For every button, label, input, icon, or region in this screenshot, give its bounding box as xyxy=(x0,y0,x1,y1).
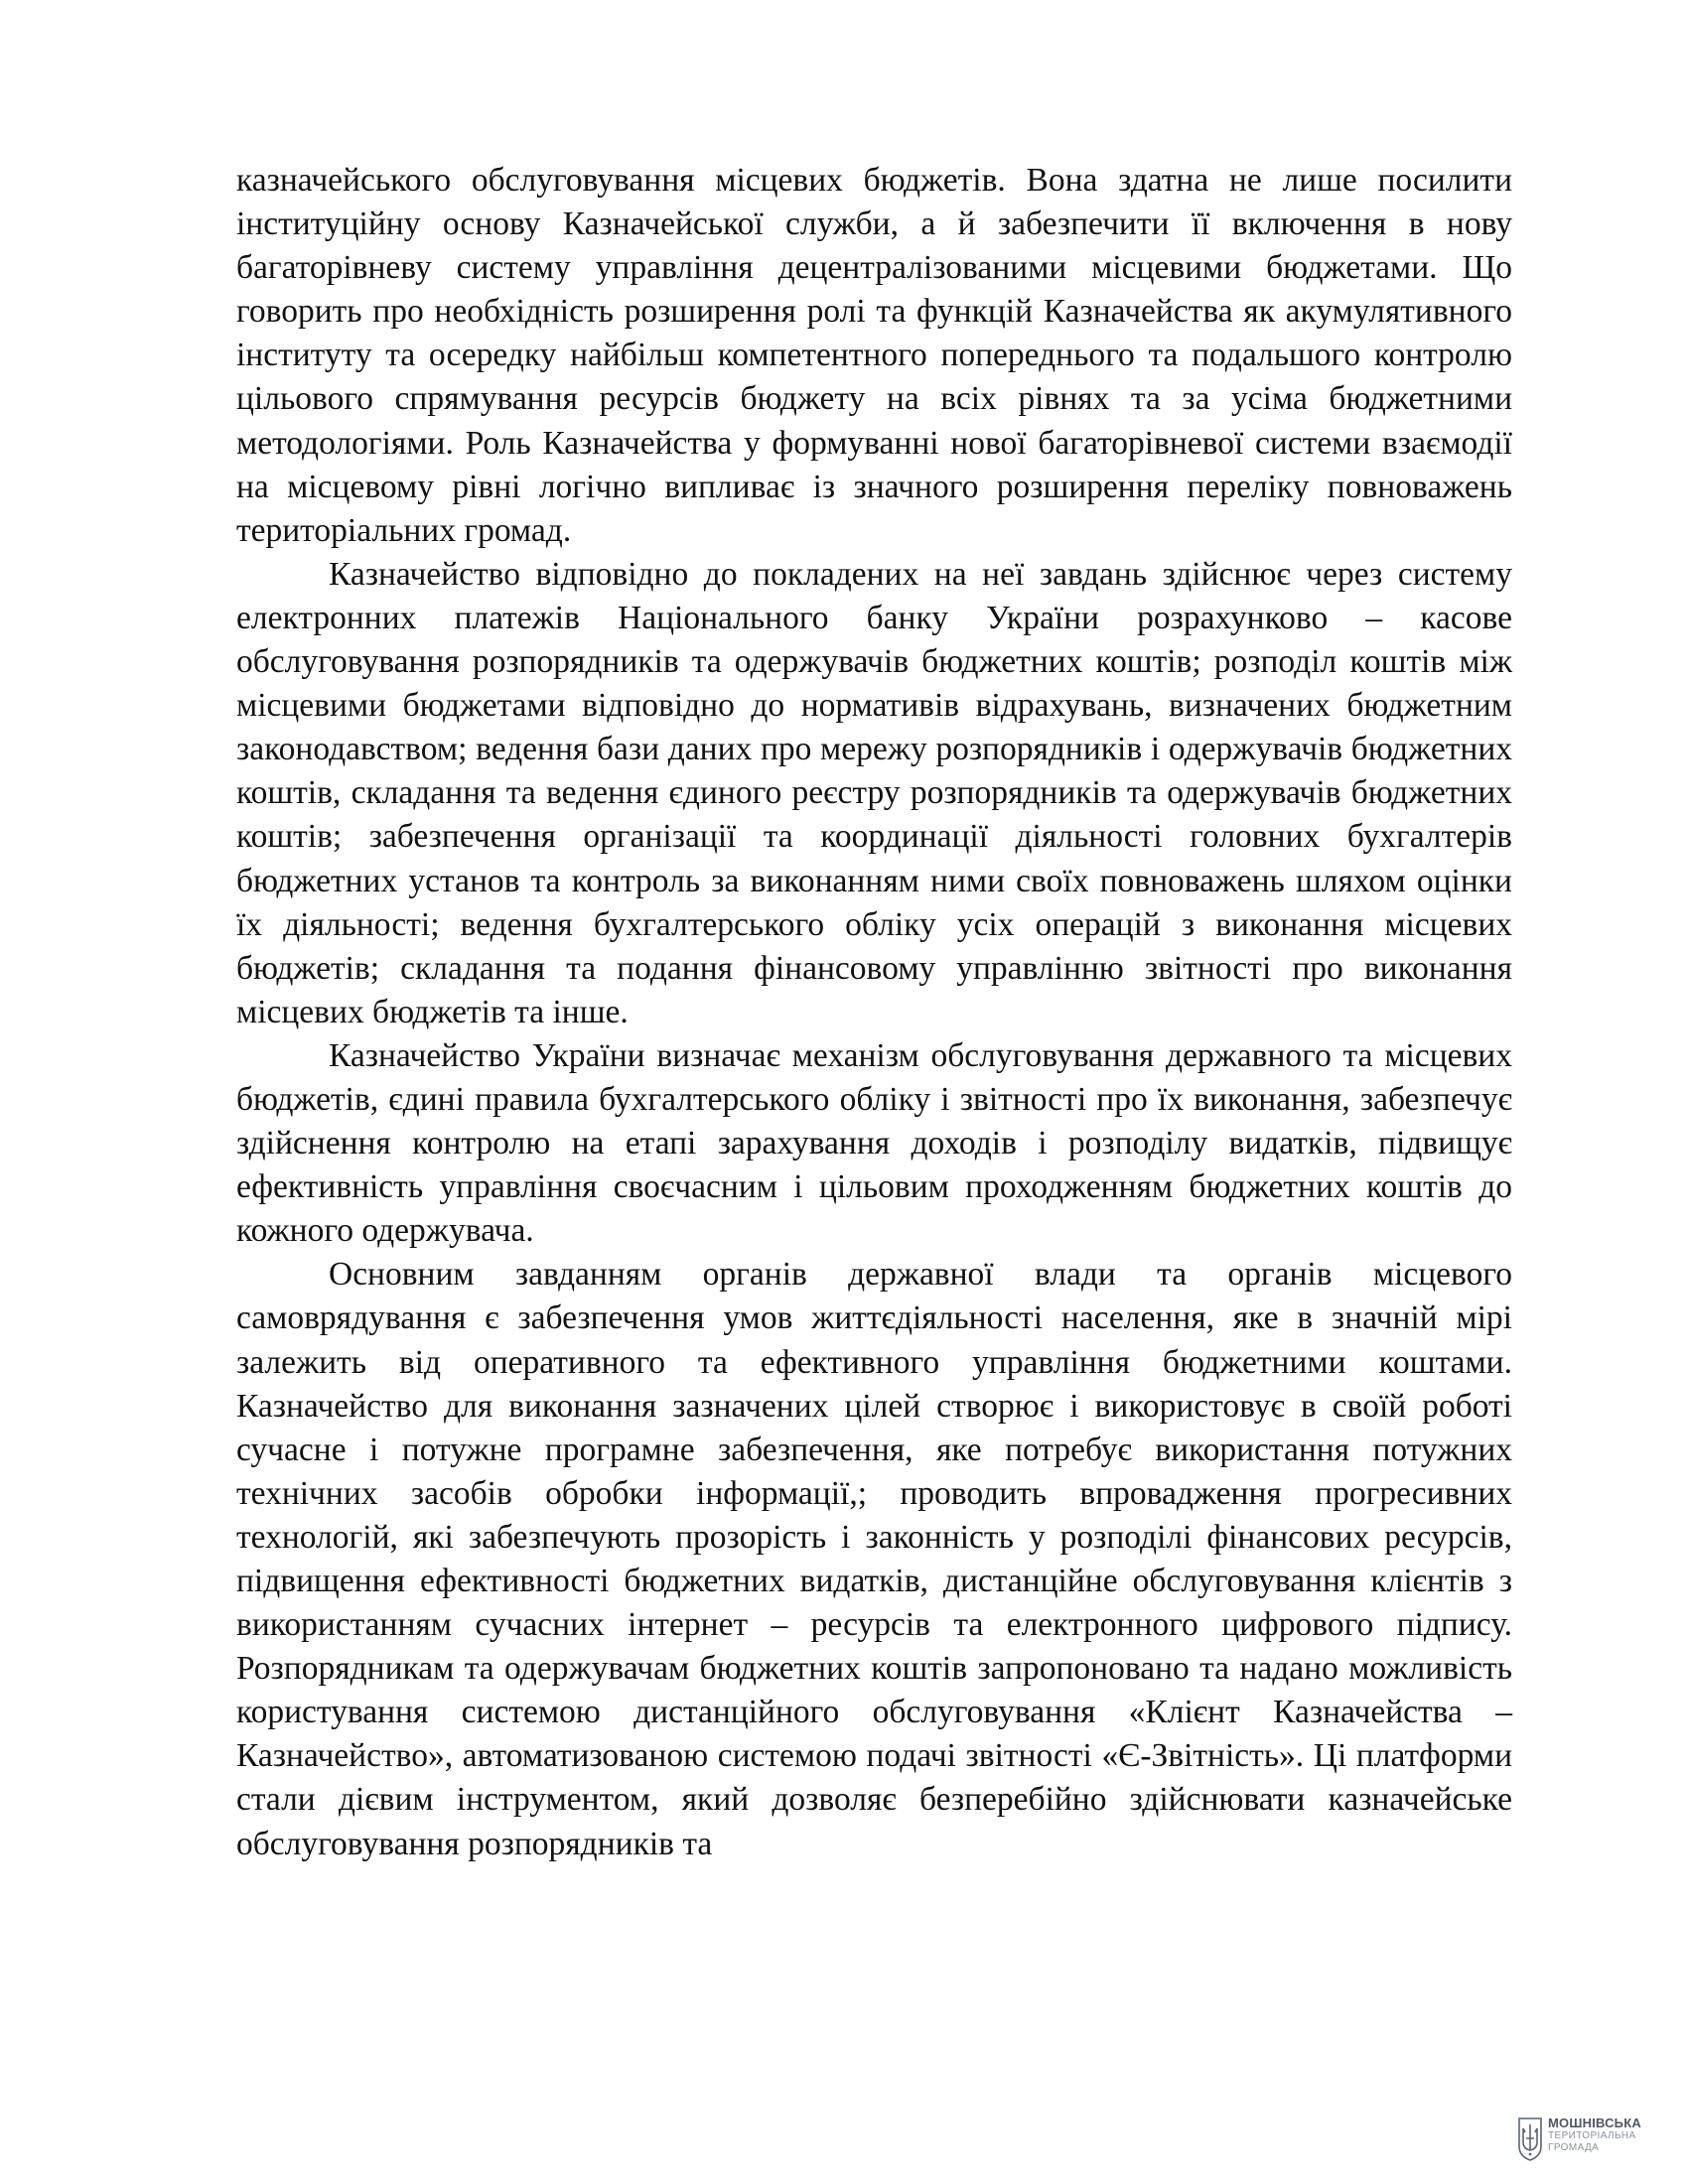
trident-emblem-icon xyxy=(1517,2116,1543,2162)
document-body xyxy=(236,159,1512,1866)
logo-subtitle-2: ГРОМАДА xyxy=(1548,2142,1600,2153)
logo-title: МОШНІВСЬКА xyxy=(1548,2116,1641,2130)
logo-text xyxy=(1548,2116,1641,2153)
paragraph-3: Казначейство України визначає механізм обслуговування державного та місцевих бюджетів, єдині правила бухгалтерського обліку і звітності про їх виконання, забезпечує здійснення контролю на етапі зарахування доходів і розподілу видатків, підвищує ефективність управління своєчасним і цільовим проходженням бюджетних коштів до кожного одержувача. xyxy=(236,1036,1512,1250)
logo-subtitle: ТЕРИТОРІАЛЬНА xyxy=(1548,2130,1636,2141)
paragraph-2: Казначейство відповідно до покладених на неї завдань здійснює через систему електронних платежів Національного банку України розрахунково – касове обслуговування розпорядників та одержувачів бюджетних коштів; розподіл коштів між місцевими бюджетами відповідно до нормативів відрахувань, визначених бюджетним законодавством; ведення бази даних про мережу розпорядників і одержувачів бюджетних коштів, складання та ведення єдиного реєстру розпорядників та одержувачів бюджетних коштів; забезпечення організації та координації діяльності головних бухгалтерів бюджетних установ та контроль за виконанням ними своїх повноважень шляхом оцінки їх діяльності; ведення бухгалтерського обліку усіх операцій з виконання місцевих бюджетів; складання та подання фінансовому управлінню звітності про виконання місцевих бюджетів та інше. xyxy=(236,555,1512,1030)
community-logo xyxy=(1517,2116,1666,2166)
paragraph-1: казначейського обслуговування місцевих бюджетів. Вона здатна не лише посилити інституційну основу Казначейської служби, а й забезпечити її включення в нову багаторівневу систему управління децентралізованими місцевими бюджетами. Що говорить про необхідність розширення ролі та функцій Казначейства як акумулятивного інституту та осередку найбільш компетентного попереднього та подальшого контролю цільового спрямування ресурсів бюджету на всіх рівнях та за усіма бюджетними методологіями. Роль Казначейства у формуванні нової багаторівневої системи взаємодії на місцевому рівні логічно випливає із значного розширення переліку повноважень територіальних громад. xyxy=(236,162,1512,549)
paragraph-4: Основним завданням органів державної влади та органів місцевого самоврядування є забезпечення умов життєдіяльності населення, яке в значній мірі залежить від оперативного та ефективного управління бюджетними коштами. Казначейство для виконання зазначених цілей створює і використовує в своїй роботі сучасне і потужне програмне забезпечення, яке потребує використання потужних технічних засобів обробки інформації,; проводить впровадження прогресивних технологій, які забезпечують прозорість і законність у розподілі фінансових ресурсів, підвищення ефективності бюджетних видатків, дистанційне обслуговування клієнтів з використанням сучасних інтернет – ресурсів та електронного цифрового підпису. Розпорядникам та одержувачам бюджетних коштів запропоновано та надано можливість користування системою дистанційного обслуговування «Клієнт Казначейства – Казначейство», автоматизованою системою подачі звітності «Є-Звітність». Ці платформи стали дієвим інструментом, який дозволяє безперебійно здійснювати казначейське обслуговування розпорядників та xyxy=(236,1256,1512,1862)
